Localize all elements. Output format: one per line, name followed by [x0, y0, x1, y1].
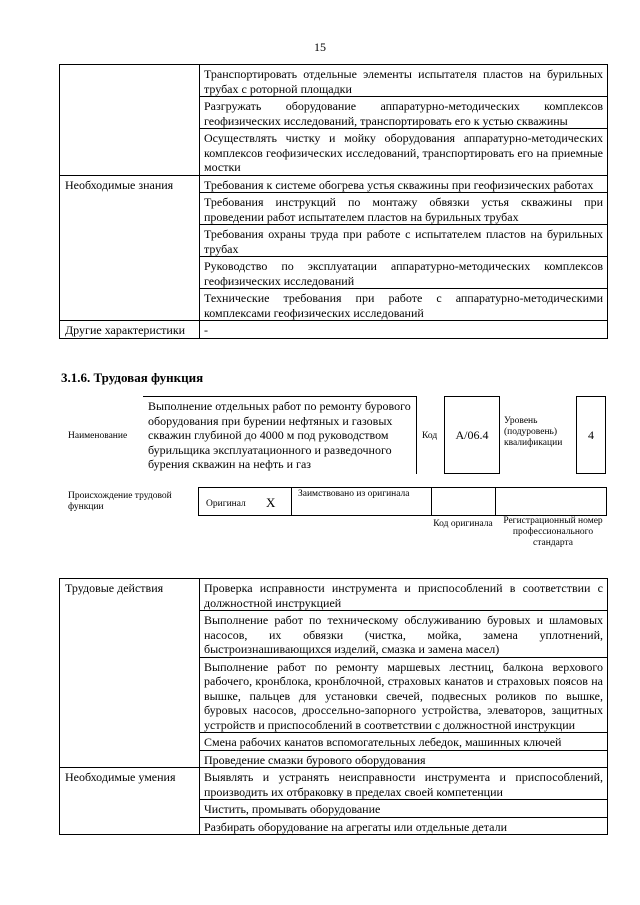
list-item: Требования инструкций по монтажу обвязки устья скважины при проведении работ испытателем пластов на бурильных трубах — [200, 193, 608, 225]
table-row — [60, 175, 608, 193]
code-value: А/06.4 — [455, 428, 489, 442]
list-item: Выполнение работ по ремонту маршевых лестниц, балкона верхового рабочего, кронблока, кронблочной, страховых канатов и страховых поясов на вышке, пальцев для установки свечей, подвесных роликов по вышке, буровых насосов, дроссельно-запорного устройства, элеваторов, защитных устройств и приспособлений в соответствии с должностной инструкции — [200, 657, 608, 733]
page-number: 15 — [314, 40, 326, 54]
list-item: Проведение смазки бурового оборудования — [200, 750, 608, 768]
table-row — [60, 579, 608, 611]
qualification-level-label: Уровень (подуровень) квалификации — [504, 416, 563, 448]
original-mark: X — [266, 495, 276, 510]
name-label: Наименование — [68, 431, 128, 441]
row-label: Другие характеристики — [60, 321, 200, 339]
list-item: - — [200, 321, 608, 339]
cell-divider — [431, 488, 432, 515]
cell-divider — [291, 488, 292, 515]
row-label — [60, 65, 200, 176]
table-row — [60, 768, 608, 800]
labor-functions-table-continued — [59, 64, 608, 339]
row-label: Необходимые умения — [60, 768, 200, 835]
list-item: Транспортировать отдельные элементы испытателя пластов на бурильных трубах с роторной площадки — [200, 65, 608, 97]
registration-number-caption: Регистрационный номер профессионального стандарта — [503, 516, 603, 548]
function-name-value: Выполнение отдельных работ по ремонту бурового оборудования при бурении нефтяных и газовых скважин глубиной до 4000 м под руководством бурильщика эксплуатационного и разведочного бурения скважин на нефть и газ — [143, 396, 417, 474]
original-label: Оригинал — [206, 499, 246, 509]
origin-label: Происхождение трудовой функции — [68, 491, 172, 512]
list-item: Выявлять и устранять неисправности инструмента и приспособлений, производить их отбраковку в пределах своей компетенции — [200, 768, 608, 800]
list-item: Проверка исправности инструмента и приспособлений в соответствии с должностной инструкцией — [200, 579, 608, 611]
list-item: Требования охраны труда при работе с испытателем пластов на бурильных трубах — [200, 225, 608, 257]
code-label: Код — [422, 431, 438, 441]
row-label: Трудовые действия — [60, 579, 200, 768]
section-title: 3.1.6. Трудовая функция — [61, 370, 204, 385]
list-item: Разгружать оборудование аппаратурно-методических комплексов геофизических исследований, транспортировать его к устью скважины — [200, 97, 608, 129]
table-row — [60, 65, 608, 97]
list-item: Осуществлять чистку и мойку оборудования аппаратурно-методических комплексов геофизических исследований, транспортировать его на приемные мостки — [200, 129, 608, 176]
row-label: Необходимые знания — [60, 175, 200, 321]
list-item: Руководство по эксплуатации аппаратурно-методических комплексов геофизических исследований — [200, 257, 608, 289]
labor-actions-table — [59, 578, 608, 835]
borrowed-label: Заимствовано из оригинала — [298, 489, 410, 499]
list-item: Выполнение работ по техническому обслуживанию буровых и шламовых насосов, их обвязки (чистка, мойка, замена уплотнений, быстроизнашивающихся изделий, смазка и замена масел) — [200, 611, 608, 658]
list-item: Разбирать оборудование на агрегаты или отдельные детали — [200, 817, 608, 835]
qualification-level-value: 4 — [588, 428, 594, 442]
list-item: Технические требования при работе с аппаратурно-методическими комплексами геофизических исследований — [200, 289, 608, 321]
list-item: Чистить, промывать оборудование — [200, 800, 608, 818]
list-item: Требования к системе обогрева устья скважины при геофизических работах — [200, 175, 608, 193]
list-item: Смена рабочих канатов вспомогательных лебедок, машинных ключей — [200, 733, 608, 751]
table-row — [60, 321, 608, 339]
code-original-caption: Код оригинала — [433, 519, 493, 529]
cell-divider — [495, 488, 496, 515]
